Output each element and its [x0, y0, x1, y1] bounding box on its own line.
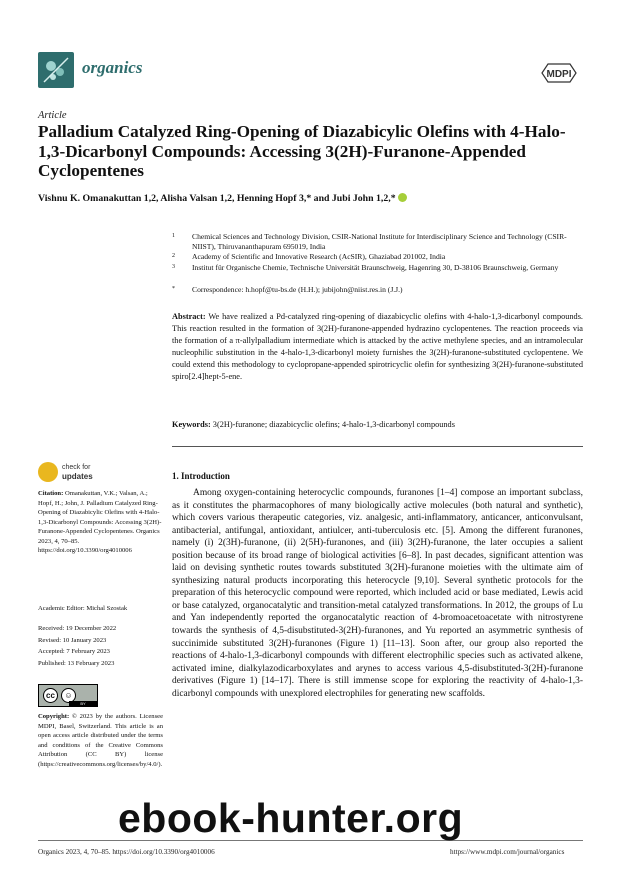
copyright-block: [38, 712, 163, 769]
intro-paragraph: Among oxygen-containing heterocyclic compounds, furanones [1–4] compose an important subclass, as it constitutes the pharmacophores of many biologically active molecules (both natural and synthetic), which covers various therapeutic categories, viz. analgesic, anti-inflammatory, anticancer, anticonvulsant, antibacterial, antifungal, antioxidant, antiulcer, anti-tuberculosis etc. [5]. Among the different furanones, namely (i) 2(3H)-furanone, (ii) 2(5H)-furanones, and (iii) 3(2H)-furanone, the later occupies a salient position because of its broad range of biological activities [6–8]. In past decades, significant attention was laid on devising synthetic routes towards substituted 3(2H)-furanone moieties with the ultimate aim of synthesizing natural products incorporating this heterocycle [9,10]. Several synthetic protocols for the preparation of this heterocyclic compound were reported, which included acid or base mediated, Lewis acid or base catalyzed, organocatalytic and transition-metal catalyzed transformations. In 2012, the groups of Lu and Yan independently reported the organocatalytic reaction of 4-bromoacetoacetate with nitrostyrene towards the synthesis of 4,5-disubstituted-3(2H)-furanones, and Yu reported an asymmetric synthesis of succinimide substituted 3(2H)-furanones (Figure 1) [11–13]. Soon after, our group also reported the reactions of 4-halo-1,3-dicarbonyl compounds with different electrophilic species such as activated alkene, activated imine, dialkylazodicarboxylates and arynes to access various 4,5-disubstituted-3(2H)-furanone derivatives (Figure 1) [14–17]. There is still immense scope for exploring the reactivity of 4-halo-1,3-dicarbonyl compounds with unexplored electrophiles for generating new scaffolds.: [172, 488, 583, 699]
citation-label: Citation:: [38, 490, 64, 497]
publisher-name: MDPI: [546, 69, 572, 80]
check-for-updates-button[interactable]: [38, 462, 138, 486]
affiliation-text: Academy of Scientific and Innovative Research (AcSIR), Ghaziabad 201002, India: [192, 252, 446, 261]
affiliation-text: Correspondence: h.hopf@tu-bs.de (H.H.); jubijohn@niist.res.in (J.J.): [192, 285, 403, 294]
cc-icon: cc: [43, 688, 58, 703]
received-date: Received: 19 December 2022: [38, 625, 117, 632]
copyright-label: Copyright:: [38, 713, 70, 720]
footer-citation: Organics 2023, 4, 70–85. https://doi.org/10.3390/org4010006: [38, 848, 215, 856]
journal-name: organics: [82, 58, 143, 77]
affiliation-number: 2: [172, 253, 175, 259]
mdpi-logo: [538, 62, 580, 84]
footer-journal-link[interactable]: https://www.mdpi.com/journal/organics: [450, 848, 565, 856]
check-updates-line2: updates: [62, 472, 93, 481]
copyright-text: © 2023 by the authors. Licensee MDPI, Basel, Switzerland. This article is an open access article distributed under the terms and conditions of the Creative Commons Attribution (CC BY) license (https://creativecommons.org/licenses/by/4.0/).: [38, 713, 164, 768]
affiliation-number: *: [172, 286, 175, 292]
revised-date: Revised: 10 January 2023: [38, 637, 107, 644]
keywords: [172, 419, 583, 430]
paper-title: Palladium Catalyzed Ring-Opening of Diazabicylic Olefins with 4-Halo-1,3-Dicarbonyl Compounds: Accessing 3(2H)-Furanone-Appended Cyclopentenes: [38, 122, 566, 180]
check-updates-line1: check for: [62, 464, 91, 471]
divider: [172, 446, 583, 447]
keywords-text: 3(2H)-furanone; diazabicyclic olefins; 4-halo-1,3-dicarbonyl compounds: [212, 420, 455, 429]
academic-editor: Academic Editor: Michal Szostak: [38, 605, 128, 612]
abstract-label: Abstract:: [172, 312, 206, 321]
article-type: Article: [38, 110, 67, 121]
affiliation-number: 1: [172, 233, 175, 239]
orcid-icon[interactable]: [398, 193, 407, 202]
accepted-date: Accepted: 7 February 2023: [38, 648, 110, 655]
keywords-label: Keywords:: [172, 420, 211, 429]
affiliation-text: Institut für Organische Chemie, Technische Universität Braunschweig, Hagenring 30, D-38106 Braunschweig, Germany: [192, 263, 559, 272]
author-list: [38, 193, 598, 204]
affiliation-text: Chemical Sciences and Technology Division, CSIR-National Institute for Interdisciplinary Science and Technology (CSIR-NIIST), Thiruvananthapuram 695019, India: [192, 232, 567, 251]
watermark-text: ebook-hunter.org: [118, 795, 464, 841]
section-heading: 1. Introduction: [172, 471, 230, 481]
author-names: Vishnu K. Omanakuttan 1,2, Alisha Valsan 1,2, Henning Hopf 3,* and Jubi John 1,2,*: [38, 193, 396, 204]
cc-by-license-badge[interactable]: [38, 684, 98, 707]
published-date: Published: 13 February 2023: [38, 660, 115, 667]
check-updates-icon: [38, 462, 58, 482]
affiliation-number: 3: [172, 264, 175, 270]
citation-text: Omanakuttan, V.K.; Valsan, A.; Hopf, H.; John, J. Palladium Catalyzed Ring-Opening of Diazabicylic Olefins with 4-Halo-1,3-Dicarbonyl Compounds: Accessing 3(2H)-Furanone-Appended Cyclopentenes. Organics 2023, 4, 70–85. https://doi.org/10.3390/org4010006: [38, 490, 162, 554]
cc-by-label: BY: [69, 701, 97, 706]
by-person-icon: ☺: [61, 688, 76, 703]
abstract-text: We have realized a Pd-catalyzed ring-opening of diazabicyclic olefins with 4-halo-1,3-dicarbonyl compounds. This reaction resulted in the formation of 3(2H)-furanone-appended hydrazino cyclopentenes. The reaction proceeds via the formation of a π-allylpalladium intermediate which is attacked by the active methylene species, and an intramolecular nucleophilic substitution in the 4-halo-1,3-dicarbonyl moiety furnishes the 3(2H)-furanone-substituted cyclopentene. We could extend this methodology to cyclopropane-appended spirotricyclic olefin for synthesizing 3(2H)-furanone-substituted spiro[2.4]hept-5-ene.: [172, 312, 583, 381]
abstract: [172, 311, 583, 382]
journal-logo: [38, 52, 74, 88]
citation-block: [38, 489, 163, 556]
